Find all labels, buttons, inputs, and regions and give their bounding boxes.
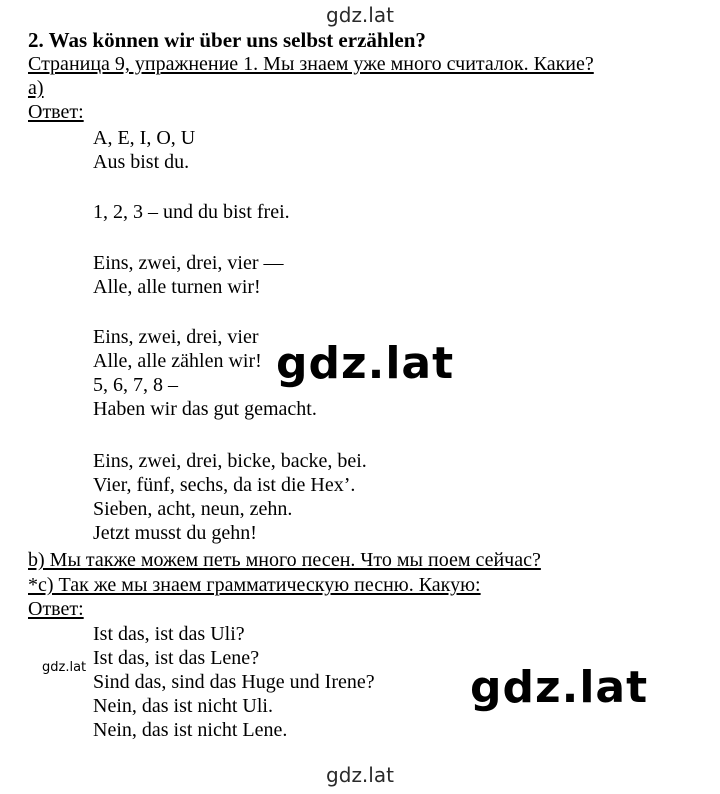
watermark-bottom: gdz.lat	[326, 763, 394, 787]
part-c-label: *с) Так же мы знаем грамматическую песню. Какую:	[28, 574, 481, 596]
watermark-middle: gdz.lat	[276, 338, 455, 389]
verse-line: Nein, das ist nicht Uli.	[93, 695, 273, 717]
watermark-big-right: gdz.lat	[470, 662, 649, 713]
verse-line: Eins, zwei, drei, bicke, backe, bei.	[93, 450, 367, 472]
verse-line: A, E, I, O, U	[93, 127, 196, 149]
page-title: 2. Was können wir über uns selbst erzählen?	[28, 28, 426, 52]
verse-a-5	[93, 449, 367, 545]
verse-line: Sieben, acht, neun, zehn.	[93, 498, 293, 520]
verse-line: Nein, das ist nicht Lene.	[93, 719, 288, 741]
answer-label-1: Ответ:	[28, 101, 84, 123]
verse-line: Aus bist du.	[93, 151, 190, 173]
verse-line: Haben wir das gut gemacht.	[93, 398, 317, 420]
task-line: Страница 9, упражнение 1. Мы знаем уже много считалок. Какие?	[28, 53, 594, 75]
verse-a-2	[93, 200, 290, 224]
verse-line: Ist das, ist das Lene?	[93, 647, 260, 669]
part-b-label: b) Мы также можем петь много песен. Что мы поем сейчас?	[28, 549, 541, 571]
watermark-small: gdz.lat	[42, 660, 87, 675]
answer-label-2: Ответ:	[28, 598, 84, 620]
verse-line: Eins, zwei, drei, vier	[93, 326, 259, 348]
verse-line: Jetzt musst du gehn!	[93, 522, 257, 544]
watermark-top: gdz.lat	[326, 3, 394, 27]
verse-line: Eins, zwei, drei, vier —	[93, 252, 284, 274]
part-a-label: а)	[28, 77, 44, 99]
verse-line: 1, 2, 3 – und du bist frei.	[93, 201, 290, 223]
verse-line: Ist das, ist das Uli?	[93, 623, 245, 645]
verse-a-1	[93, 126, 195, 174]
verse-c	[93, 622, 375, 742]
verse-a-3	[93, 251, 284, 299]
verse-line: Alle, alle zählen wir!	[93, 350, 262, 372]
verse-line: Sind das, sind das Huge und Irene?	[93, 671, 375, 693]
verse-line: 5, 6, 7, 8 –	[93, 374, 178, 396]
verse-line: Alle, alle turnen wir!	[93, 276, 261, 298]
verse-line: Vier, fünf, sechs, da ist die Hex’.	[93, 474, 356, 496]
